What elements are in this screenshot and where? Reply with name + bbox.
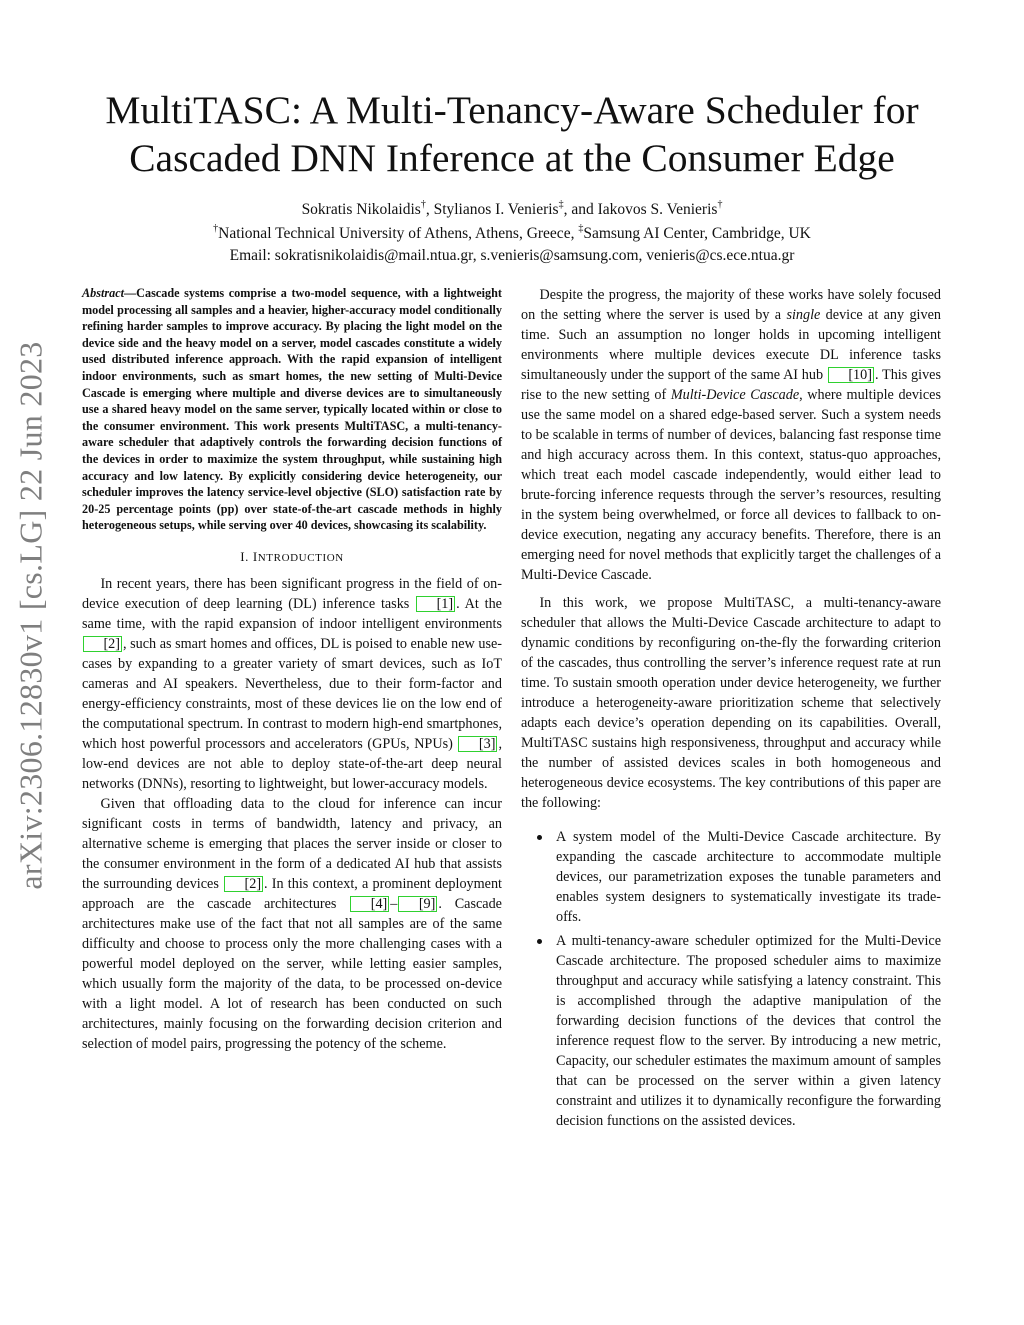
citation-link[interactable]: [4] <box>350 896 389 912</box>
citation-link[interactable]: [9] <box>398 896 437 912</box>
arxiv-id-text: arXiv:2306.12830v1 [cs.LG] 22 Jun 2023 <box>12 340 49 890</box>
bullet-icon <box>537 939 542 944</box>
paper-title <box>60 86 964 182</box>
bullet-icon <box>537 835 542 840</box>
affiliation-2: Samsung AI Center, Cambridge, UK <box>583 225 811 242</box>
right-column <box>521 285 941 1135</box>
text-run: , where multiple devices use the same model on a shared edge-based server. Such a system needs to be scalable in terms of number of devices, balancing fast response time and high accuracy across them. In this context, status-quo approaches, which treat each model cascade independently, would either lead to brute-forcing inference requests through the server’s resources, resulting in the system being overwhelmed, or force all devices to fallback to on-device execution, negating any accuracy benefits. Therefore, there is an emerging need for novel methods that explicitly target the challenges of a Multi-Device Cascade. <box>521 387 941 583</box>
author-1: Sokratis Nikolaidis <box>301 201 421 218</box>
intro-paragraph-2 <box>82 794 502 1054</box>
contributions-list <box>521 827 941 1131</box>
text-run: Given that offloading data to the cloud for inference can incur significant costs in terms of bandwidth, latency and privacy, an alternative scheme is emerging that places the server inside or closer to the consumer environment in the form of a dedicated AI hub that assists the surrounding devices <box>82 795 502 892</box>
list-item <box>521 827 941 927</box>
text-run: Despite the progress, the majority of these works have solely focused on the setting where the server is used by a <box>521 287 941 323</box>
right-paragraph-1 <box>521 285 941 585</box>
title-line-2: Cascaded DNN Inference at the Consumer Edge <box>129 136 895 180</box>
right-paragraph-2: In this work, we propose MultiTASC, a multi-tenancy-aware scheduler that allows the Multi-Device Cascade architecture to adapt to dynamic conditions by reconfiguring on-the-fly the forwarding criterion of the cascades, thus controlling the server’s inference request rate at run time. To sustain smooth operation under device heterogeneity, we further introduce a heterogeneity-aware prioritization scheme that selectively adapts each device’s operation depending on its capabilities. Overall, MultiTASC sustains high responsiveness, throughput and accuracy while the number of assisted devices scales in both homogeneous and heterogeneous device ecosystems. The key contributions of this paper are the following: <box>521 595 941 811</box>
abstract-text: —Cascade systems comprise a two-model sequence, with a lightweight model processing all samples and a heavier, higher-accuracy model conditionally refining harder samples to improve accuracy. By placing the light model on the device side and the heavy model on a server, model cascades constitute a widely used distributed inference approach. With the rapid expansion of intelligent indoor environments, such as smart homes, the new setting of Multi-Device Cascade is emerging where multiple and diverse devices are to simultaneously use a shared heavy model on the same server, typically located within or close to the consumer environment. This work presents MultiTASC, a multi-tenancy-aware scheduler that adaptively controls the forwarding decision functions of the devices in order to maximize the system throughput, while sustaining high accuracy and low latency. By explicitly considering device heterogeneity, our scheduler improves the latency service-level objective (SLO) satisfaction rate by 20-25 percentage points (pp) over state-of-the-art cascade methods in highly heterogeneous setups, while serving over 40 devices, showcasing its scalability. <box>82 286 502 533</box>
affiliation-1: National Technical University of Athens, Athens, Greece, <box>218 225 579 242</box>
author-separator: , <box>425 201 434 218</box>
citation-link[interactable]: [2] <box>83 636 122 652</box>
list-item-text: A multi-tenancy-aware scheduler optimized for the Multi-Device Cascade architecture. The proposed scheduler aims to maximize throughput and accuracy while satisfying a latency constraint. This is accomplished through the adaptive manipulation of the forwarding decision functions of the devices that control the inference request flow to the server. By introducing a new metric, Capacity, our scheduler estimates the maximum amount of samples that can be processed on the server within a given latency constraint and utilizes it to dynamically reconfigure the forwarding decision functions on the assisted devices. <box>556 933 941 1129</box>
left-column <box>82 285 502 1054</box>
intro-paragraph-1 <box>82 574 502 794</box>
emphasis: single <box>786 307 821 323</box>
list-item <box>521 931 941 1131</box>
abstract <box>82 285 502 534</box>
text-run: device at any given time. Such an assumption no longer holds in upcoming intelligent environments where multiple devices execute DL inference tasks simultaneously under the support of the same AI hub <box>521 307 941 383</box>
text-run: . Cascade architectures make use of the fact that not all samples are of the same difficulty and choose to process only the more challenging cases with a powerful model deployed on the server, while letting easier samples, which usually form the majority of the data, to be processed on-device with a light model. A lot of research has been conducted on such architectures, mainly focusing on the forwarding decision criterion and selection of model pairs, progressing the potency of the scheme. <box>82 895 502 1052</box>
section-initial: I <box>252 548 258 564</box>
emphasis: Multi-Device Cascade <box>670 387 800 403</box>
list-item-text: A system model of the Multi-Device Cascade architecture. By expanding the cascade architecture to accommodate multiple devices, our parametrization exposes the tunable parameters and enables system designers to systematically investigate its trade-offs. <box>556 829 941 925</box>
range-dash: – <box>390 895 398 912</box>
text-run: In recent years, there has been significant progress in the field of on-device execution of deep learning (DL) inference tasks <box>82 575 502 612</box>
email-line: Email: sokratisnikolaidis@mail.ntua.gr, s.venieris@samsung.com, venieris@cs.ece.ntua.gr <box>229 247 795 264</box>
text-run: . In this context, a prominent deployment approach are the cascade architectures <box>82 875 502 912</box>
citation-link[interactable]: [10] <box>828 367 874 383</box>
affil-mark: † <box>213 222 219 234</box>
section-number: I. <box>240 548 253 564</box>
title-line-1: MultiTASC: A Multi-Tenancy-Aware Scheduler for <box>105 88 919 132</box>
author-2: Stylianos I. Venieris <box>433 201 559 218</box>
section-heading-introduction <box>82 548 502 567</box>
text-run: , low-end devices are not able to deploy state-of-the-art deep neural networks (DNNs), resorting to lightweight, but lower-accuracy models. <box>82 735 502 792</box>
text-run: , such as smart homes and offices, DL is poised to enable new use-cases by expanding to a greater variety of smart devices, such as IoT cameras and AI speakers. Nevertheless, due to their form-factor and energy-efficiency constraints, most of these devices lie on the low end of the computational spectrum. In contrast to modern high-end smartphones, which host powerful processors and accelerators (GPUs, NPUs) <box>82 635 502 752</box>
abstract-label: Abstract <box>82 286 124 300</box>
text-run: . At the same time, with the rapid expansion of indoor intelligent environments <box>82 595 502 632</box>
section-title-rest: NTRODUCTION <box>257 551 344 564</box>
text-run: . This gives rise to the new setting of <box>521 367 941 403</box>
author-3: Iakovos S. Venieris <box>597 201 718 218</box>
author-separator: , and <box>563 201 598 218</box>
arxiv-identifier-stamp <box>2 278 60 952</box>
citation-link[interactable]: [2] <box>224 876 263 892</box>
affil-mark: ‡ <box>558 198 564 210</box>
citation-link[interactable]: [1] <box>416 596 455 612</box>
affil-mark: ‡ <box>578 222 584 234</box>
affil-mark: † <box>717 198 723 210</box>
author-list <box>60 200 964 220</box>
citation-link[interactable]: [3] <box>458 736 497 752</box>
affil-mark: † <box>420 198 426 210</box>
affiliations <box>60 224 964 244</box>
